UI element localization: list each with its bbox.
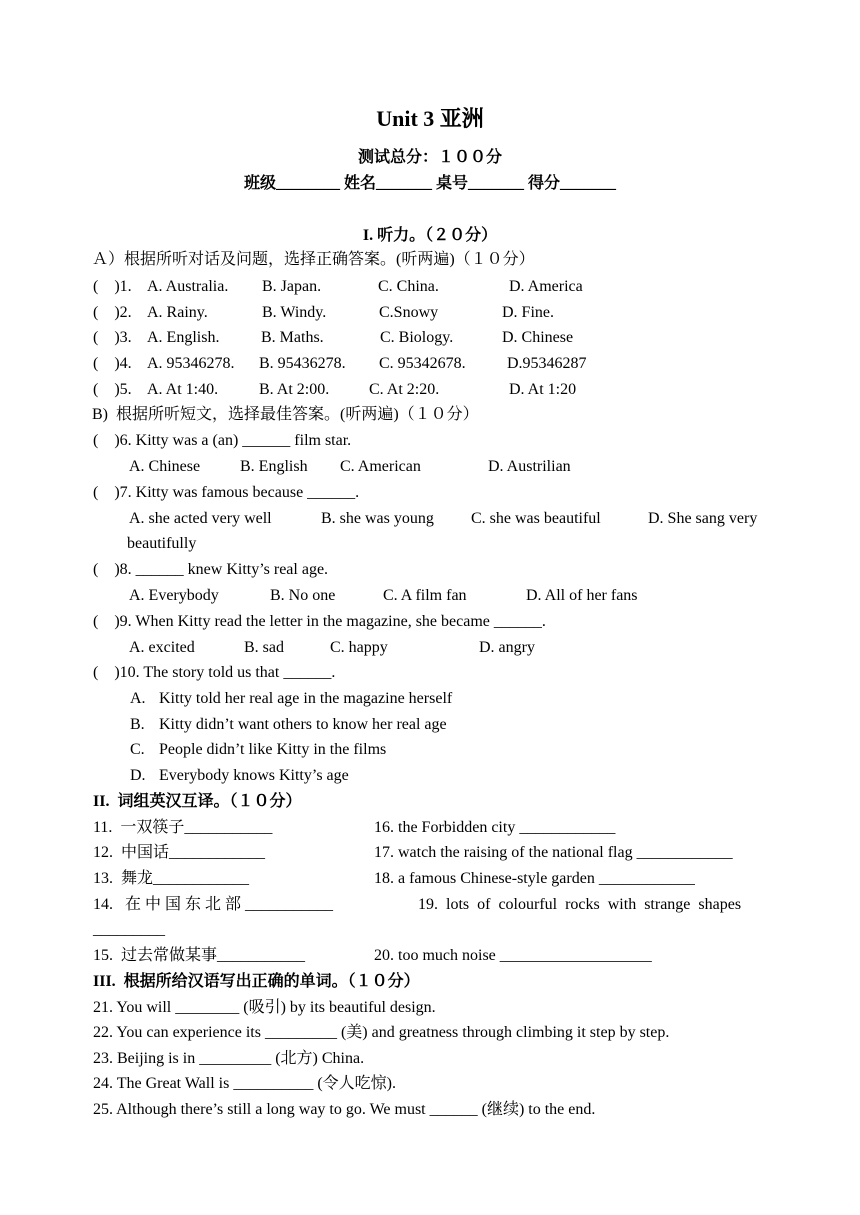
option-b: B. sad bbox=[244, 639, 284, 656]
translation-item: 15. 过去常做某事___________ bbox=[93, 947, 306, 964]
option-text: Kitty told her real age in the magazine herself bbox=[159, 690, 453, 707]
option-letter: C. bbox=[130, 741, 145, 758]
option-b: B. English bbox=[240, 458, 308, 475]
option-c: C. At 2:20. bbox=[369, 381, 440, 398]
section-1-heading: I. 听力。（２０分） bbox=[362, 227, 498, 244]
option-letter: D. bbox=[130, 767, 146, 784]
option-d: D. Chinese bbox=[502, 329, 574, 346]
question-9-stem: ( )9. When Kitty read the letter in the magazine, she became ______. bbox=[93, 613, 546, 630]
option-c: C. Biology. bbox=[380, 329, 454, 346]
option-a: A. Chinese bbox=[129, 458, 201, 475]
question-6-stem: ( )6. Kitty was a (an) ______ film star. bbox=[93, 432, 352, 449]
option-c: C.Snowy bbox=[379, 304, 439, 321]
option-d: D.95346287 bbox=[507, 355, 587, 372]
option-c: C. happy bbox=[330, 639, 388, 656]
option-letter: A. bbox=[130, 690, 146, 707]
option-a: A. English. bbox=[147, 329, 220, 346]
option-a: A. 95346278. bbox=[147, 355, 235, 372]
question-number: ( )5. bbox=[93, 381, 132, 398]
translation-item: 16. the Forbidden city ____________ bbox=[374, 819, 616, 836]
question-number: ( )1. bbox=[93, 278, 132, 295]
section-3-heading: III. 根据所给汉语写出正确的单词。（１０分） bbox=[93, 973, 420, 990]
translation-item: 19. lots of colourful rocks with strange shapes bbox=[418, 896, 742, 913]
option-a: A. Australia. bbox=[147, 278, 229, 295]
fill-in-item: 22. You can experience its _________ (美) and greatness through climbing it step by step. bbox=[93, 1024, 670, 1041]
option-c: C. 95342678. bbox=[379, 355, 466, 372]
translation-item: 17. watch the raising of the national flag ____________ bbox=[374, 844, 733, 861]
fill-in-item: 25. Although there’s still a long way to go. We must ______ (继续) to the end. bbox=[93, 1101, 596, 1118]
option-text: Everybody knows Kitty’s age bbox=[159, 767, 349, 784]
option-text: Kitty didn’t want others to know her real age bbox=[159, 716, 447, 733]
question-number: ( )4. bbox=[93, 355, 132, 372]
option-b: B. Maths. bbox=[261, 329, 324, 346]
translation-answer-blank: _________ bbox=[93, 921, 165, 938]
question-7-stem: ( )7. Kitty was famous because ______. bbox=[93, 484, 360, 501]
option-b: B. Windy. bbox=[262, 304, 327, 321]
translation-item: 13. 舞龙____________ bbox=[93, 870, 250, 887]
translation-item: 20. too much noise ___________________ bbox=[374, 947, 652, 964]
translation-item: 11. 一双筷子___________ bbox=[93, 819, 273, 836]
part-b-instruction: B) 根据所听短文，选择最佳答案。(听两遍)（１０分） bbox=[92, 406, 479, 423]
option-a: A. she acted very well bbox=[129, 510, 272, 527]
translation-item: 14. 在 中 国 东 北 部 ___________ bbox=[93, 896, 334, 913]
option-letter: B. bbox=[130, 716, 145, 733]
part-a-instruction: Ａ）根据所听对话及问题，选择正确答案。(听两遍)（１０分） bbox=[92, 251, 535, 268]
option-a: A. Everybody bbox=[129, 587, 219, 604]
option-a: A. excited bbox=[129, 639, 195, 656]
option-d-continuation: beautifully bbox=[127, 535, 197, 552]
option-c: C. American bbox=[340, 458, 421, 475]
option-d: D. Austrilian bbox=[488, 458, 571, 475]
option-b: B. she was young bbox=[321, 510, 434, 527]
page-title: Unit 3 亚洲 bbox=[376, 106, 484, 131]
option-a: A. Rainy. bbox=[147, 304, 208, 321]
translation-item: 18. a famous Chinese-style garden ____________ bbox=[374, 870, 695, 887]
option-b: B. No one bbox=[270, 587, 336, 604]
fill-in-item: 23. Beijing is in _________ (北方) China. bbox=[93, 1050, 365, 1067]
option-d: D. America bbox=[509, 278, 583, 295]
question-10-stem: ( )10. The story told us that ______. bbox=[93, 664, 336, 681]
option-b: B. At 2:00. bbox=[259, 381, 330, 398]
option-d: D. At 1:20 bbox=[509, 381, 577, 398]
section-2-heading: II. 词组英汉互译。（１０分） bbox=[93, 793, 302, 810]
option-d: D. angry bbox=[479, 639, 535, 656]
option-d: D. All of her fans bbox=[526, 587, 638, 604]
fill-in-item: 21. You will ________ (吸引) by its beautiful design. bbox=[93, 999, 436, 1016]
option-b: B. 95436278. bbox=[259, 355, 346, 372]
option-a: A. At 1:40. bbox=[147, 381, 219, 398]
option-d: D. She sang very bbox=[648, 510, 758, 527]
question-number: ( )2. bbox=[93, 304, 132, 321]
option-d: D. Fine. bbox=[502, 304, 554, 321]
option-b: B. Japan. bbox=[262, 278, 322, 295]
option-c: C. China. bbox=[378, 278, 439, 295]
translation-item: 12. 中国话____________ bbox=[93, 844, 266, 861]
option-text: People didn’t like Kitty in the films bbox=[159, 741, 387, 758]
option-c: C. she was beautiful bbox=[471, 510, 601, 527]
option-c: C. A film fan bbox=[383, 587, 467, 604]
question-number: ( )3. bbox=[93, 329, 132, 346]
fill-in-item: 24. The Great Wall is __________ (令人吃惊). bbox=[93, 1075, 396, 1092]
total-score: 测试总分：１００分 bbox=[357, 149, 502, 166]
question-8-stem: ( )8. ______ knew Kitty’s real age. bbox=[93, 561, 329, 578]
student-info-fields: 班级________ 姓名_______ 桌号_______ 得分_______ bbox=[243, 175, 616, 192]
